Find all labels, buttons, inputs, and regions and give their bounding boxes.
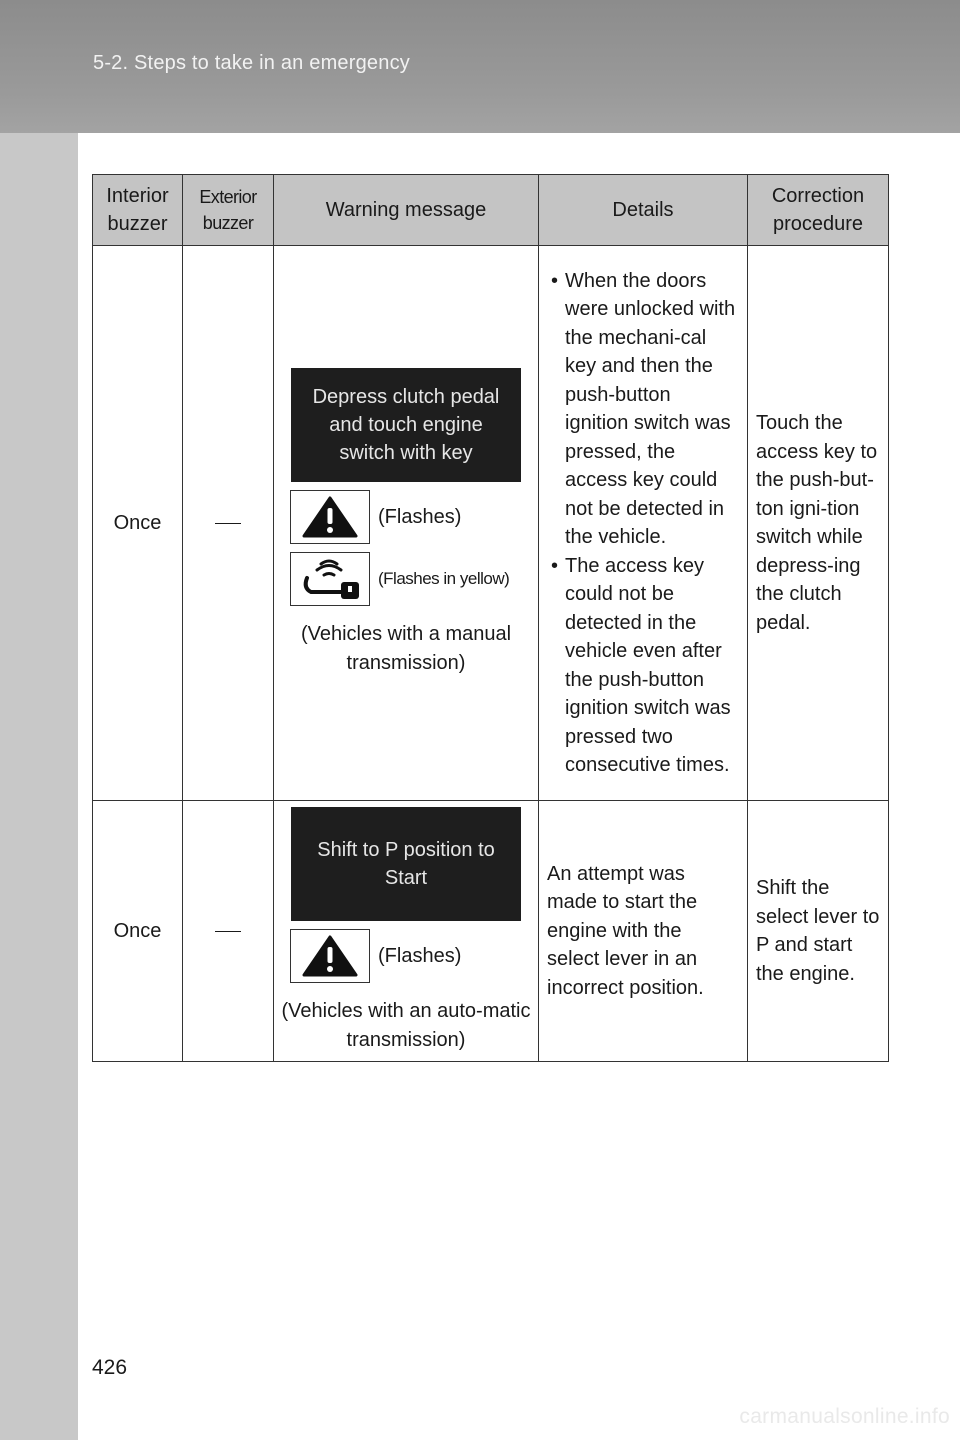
details-cell — [539, 246, 748, 801]
warning-message-cell — [274, 801, 539, 1062]
indicator-row — [290, 929, 522, 983]
table-row — [93, 246, 889, 801]
correction-cell: Shift the select lever to P and start the engine. — [748, 801, 889, 1062]
col-header-interior-buzzer: Interior buzzer — [93, 175, 183, 246]
indicator-label: (Flashes in yellow) — [378, 568, 510, 588]
indicator-row — [290, 552, 522, 606]
dash-icon — [215, 523, 241, 524]
col-header-details: Details — [539, 175, 748, 246]
vehicle-note: (Vehicles with a manual transmission) — [300, 623, 512, 674]
indicator-box — [290, 929, 370, 983]
display-message-text: Depress clutch pedal and touch engine switch with key — [312, 386, 500, 464]
list-item: • The access key could not be detected in the vehicle even after the push-button ignition switch was pressed two consecutive times. — [547, 552, 739, 780]
key-signal-icon — [297, 556, 363, 602]
page-number: 426 — [92, 1356, 128, 1379]
left-margin-strip — [0, 0, 78, 1440]
exterior-buzzer-cell — [183, 801, 274, 1062]
warning-triangle-icon — [300, 934, 360, 978]
col-header-correction: Correction procedure — [748, 175, 889, 246]
details-list — [547, 267, 739, 780]
dash-icon — [215, 931, 241, 932]
display-message-screen — [291, 368, 521, 482]
display-message-screen — [291, 807, 521, 921]
indicator-box — [290, 490, 370, 544]
page-header — [0, 0, 960, 133]
indicator-label: (Flashes) — [378, 944, 462, 967]
vehicle-note: (Vehicles with an auto-matic transmission) — [281, 1000, 531, 1051]
table-header-row — [93, 175, 889, 246]
indicator-row — [290, 490, 522, 544]
table-row — [93, 801, 889, 1062]
warning-triangle-icon — [300, 495, 360, 539]
display-message-text: Shift to P position to Start — [317, 839, 495, 889]
col-header-warning-message: Warning message — [274, 175, 539, 246]
correction-cell: Touch the access key to the push-but-ton igni-tion switch while depress-ing the clutch pedal. — [748, 246, 889, 801]
exterior-buzzer-cell — [183, 246, 274, 801]
warning-table — [92, 174, 889, 1062]
details-cell: An attempt was made to start the engine with the select lever in an incorrect position. — [539, 801, 748, 1062]
list-item: • When the doors were unlocked with the mechani-cal key and then the push-button ignition switch was pressed, the access key could not be detected in the vehicle. — [547, 267, 739, 552]
watermark: carmanualsonline.info — [739, 1405, 950, 1428]
section-title: 5-2. Steps to take in an emergency — [93, 52, 410, 74]
warning-message-cell — [274, 246, 539, 801]
indicator-box — [290, 552, 370, 606]
indicator-label: (Flashes) — [378, 505, 462, 528]
interior-buzzer-cell: Once — [93, 246, 183, 801]
col-header-exterior-buzzer: Exterior buzzer — [183, 175, 274, 246]
interior-buzzer-cell: Once — [93, 801, 183, 1062]
